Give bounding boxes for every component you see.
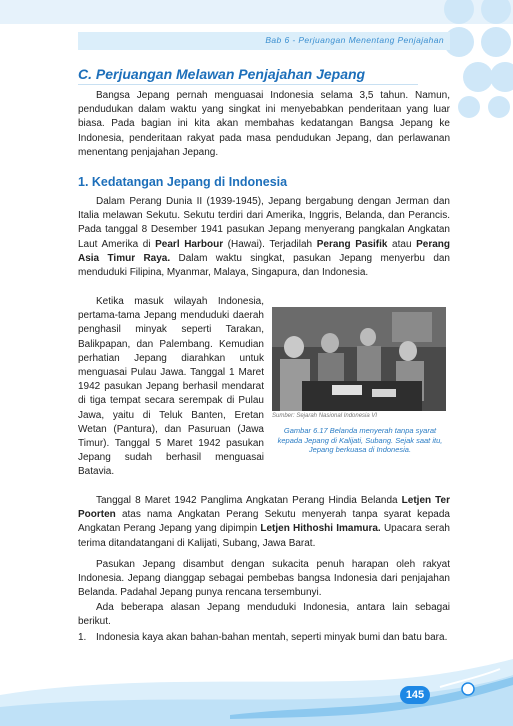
page-number: 145 bbox=[400, 686, 430, 704]
paragraph-landing: Ketika masuk wilayah Indonesia, pertama-tama Jepang menduduki daerah penghasil minyak seperti Tarakan, Balikpapan, dan Palembang. Kemudian perhatian Jepang diarahkan untuk menguasai Pulau Jawa. Tanggal 1 Maret 1942 pasukan Jepang berhasil mendarat di tiga tempat secara serempak di Pulau Jawa, yaitu di Teluk Banten, Eretan Wetan (Pantura), dan Pasuruan (Jawa Timur). Tanggal 5 Maret 1942 pasukan Jepang sudah berhasil menguasai Batavia. bbox=[78, 296, 264, 478]
list-number: 1. bbox=[78, 632, 87, 643]
photo-source: Sumber: Sejarah Nasional Indonesia VI bbox=[272, 413, 378, 419]
name-ter-poorten: Letjen Ter Poorten bbox=[78, 495, 451, 521]
intro-paragraph: Bangsa Jepang pernah menguasai Indonesia selama 3,5 tahun. Namun, pendudukan dalam waktu yang singkat ini menyebabkan penderitaan yang luar biasa. Pada bagian ini kita akan membahas kedatangan Bangsa Jepang ke Indonesia, penderitaan rakyat pada masa pendudukan Jepang, dan perlawanan menentang penjajahan Jepang. bbox=[78, 90, 450, 158]
paragraph-surrender bbox=[78, 494, 450, 551]
paragraph-reasons: Ada beberapa alasan Jepang menduduki Indonesia, antara lain sebagai berikut. bbox=[78, 602, 450, 628]
chapter-header bbox=[78, 32, 450, 50]
text-run: atau bbox=[387, 238, 417, 250]
list-text: Indonesia kaya akan bahan-bahan mentah, seperti minyak bumi dan batu bara. bbox=[96, 632, 448, 643]
text-run: Tanggal 8 Maret 1942 Panglima Angkatan Perang Hindia Belanda bbox=[96, 495, 402, 506]
decor-circle bbox=[490, 62, 513, 92]
decor-circle bbox=[481, 27, 511, 57]
decor-circle bbox=[463, 62, 493, 92]
section-title: C. Perjuangan Melawan Penjajahan Jepang bbox=[78, 66, 366, 82]
text-run: Dalam Perang Dunia II (1939-1945), Jepang bergabung dengan Jerman dan Italia melawan Sekutu. Sekutu terdiri dari Amerika, Inggris, Belanda, dan Perancis. Pada tanggal 8 Desember 1941 pasukan Jepang menyerang pangkalan Angkatan Laut Amerika di bbox=[78, 196, 450, 250]
term-pearl-harbour: Pearl Harbour bbox=[155, 238, 224, 250]
historical-photo bbox=[272, 307, 446, 411]
decor-circle bbox=[488, 96, 510, 118]
subsection-title: 1. Kedatangan Jepang di Indonesia bbox=[78, 175, 288, 189]
figure-caption: Gambar 6.17 Belanda menyerah tanpa syarat kepada Jepang di Kalijati, Subang. Sejak saat itu, Jepang berkuasa di Indonesia. bbox=[277, 426, 443, 455]
chapter-title: Bab 6 - Perjuangan Menentang Penjajahan bbox=[265, 35, 444, 45]
name-imamura: Letjen Hithoshi Imamura. bbox=[260, 523, 381, 535]
term-perang-pasifik: Perang Pasifik bbox=[316, 238, 388, 250]
footer-wave bbox=[0, 655, 513, 726]
term-perang-asia: Perang Asia Timur Raya. bbox=[78, 238, 450, 264]
text-run: Dalam waktu singkat, pasukan Jepang menyerbu dan menduduki Filipina, Myanmar, Malaya, Singapura, dan Indonesia. bbox=[78, 252, 450, 279]
text-run: Upacara serah terima ditandatangani di Kalijati, Subang, Jawa Barat. bbox=[78, 523, 450, 549]
divider bbox=[78, 84, 418, 85]
text-run: atas nama Angkatan Perang Sekutu menyerah tanpa syarat kepada Angkatan Perang Jepang yang dipimpin bbox=[78, 509, 450, 535]
paragraph-world-war bbox=[78, 195, 450, 280]
top-decor-band bbox=[0, 0, 513, 24]
paragraph-welcome: Pasukan Jepang disambut dengan sukacita penuh harapan oleh rakyat Indonesia. Jepang dianggap sebagai pembebas bangsa Indonesia dari penjajahan Belanda. Padahal Jepang punya rencana tersembunyi. bbox=[78, 559, 450, 599]
text-run: (Hawai). Terjadilah bbox=[223, 238, 317, 250]
decor-circle bbox=[458, 96, 480, 118]
